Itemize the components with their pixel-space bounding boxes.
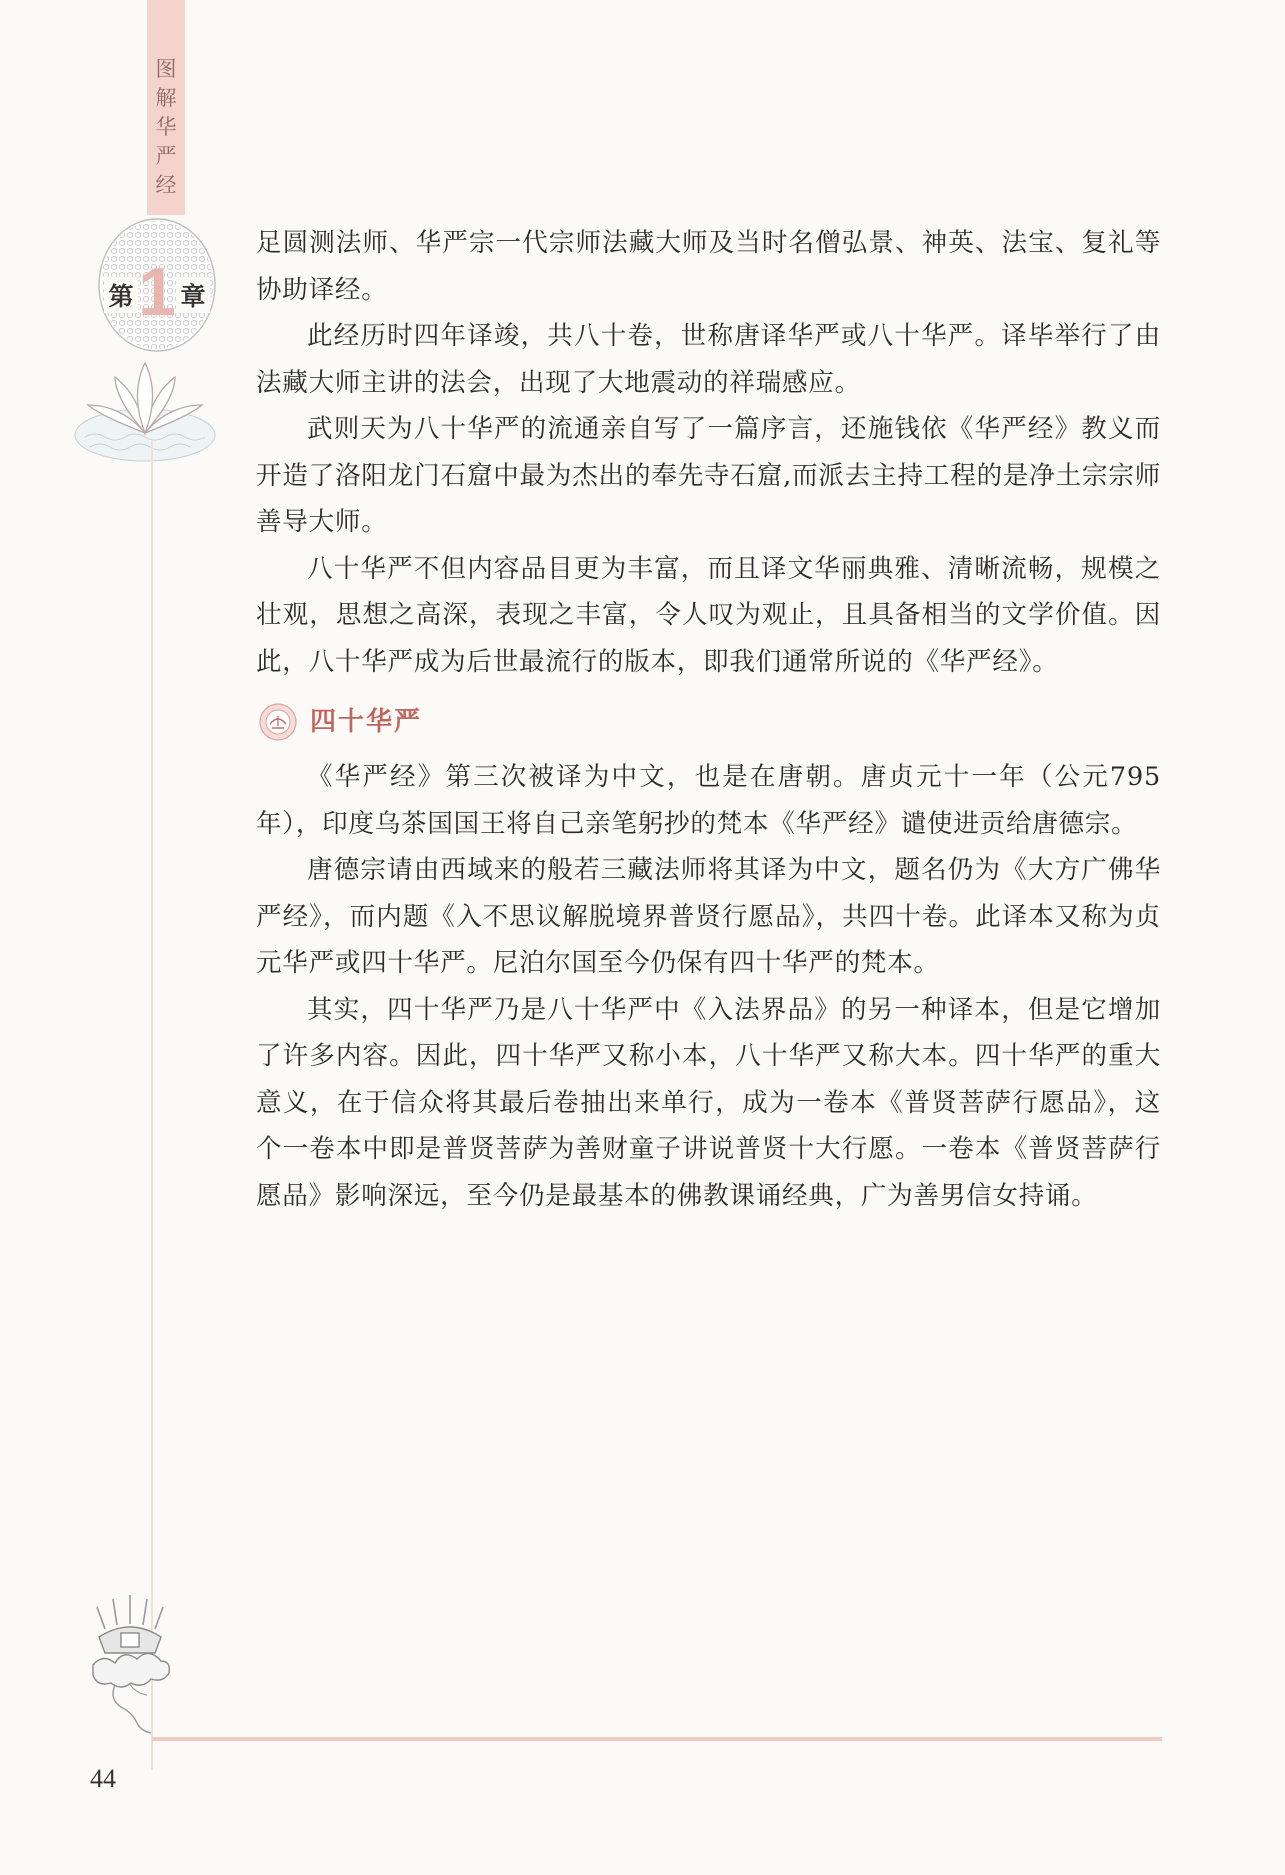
chapter-prefix: 第	[108, 282, 134, 311]
paragraph: 武则天为八十华严的流通亲自写了一篇序言，还施钱依《华严经》教义而开造了洛阳龙门石窟中最为杰出的奉先寺石窟,而派去主持工程的是净土宗宗师善导大师。	[256, 414, 1161, 537]
chapter-number: 1	[138, 254, 176, 330]
paragraph: 八十华严不但内容品目更为丰富，而且译文华丽典雅、清晰流畅，规模之壮观，思想之高深，表现之丰富，令人叹为观止，且具备相当的文学价值。因此，八十华严成为后世最流行的版本，即我们通常所说的《华严经》。	[256, 553, 1161, 677]
margin-line	[151, 440, 153, 1770]
heading-emblem-icon	[258, 702, 298, 742]
paragraph: 此经历时四年译竣，共八十卷，世称唐译华严或八十华严。译毕举行了由法藏大师主讲的法会，出现了大地震动的祥瑞感应。	[256, 321, 1161, 398]
cloud-emblem-icon	[85, 1587, 180, 1737]
main-text	[256, 220, 1161, 1219]
chapter-suffix: 章	[180, 282, 206, 311]
paragraph: 唐德宗请由西域来的般若三藏法师将其译为中文，题名仍为《大方广佛华严经》，而内题《入不思议解脱境界普贤行愿品》，共四十卷。此译本又称为贞元华严或四十华严。尼泊尔国至今仍保有四十华严的梵本。	[256, 855, 1161, 978]
paragraph: 其实，四十华严乃是八十华严中《入法界品》的另一种译本，但是它增加了许多内容。因此，四十华严又称小本，八十华严又称大本。四十华严的重大意义，在于信众将其最后卷抽出来单行，成为一卷本《普贤菩萨行愿品》，这个一卷本中即是普贤菩萨为善财童子讲说普贤十大行愿。一卷本《普贤菩萨行愿品》影响深远，至今仍是最基本的佛教课诵经典，广为善男信女持诵。	[256, 994, 1161, 1211]
paragraph: 足圆测法师、华严宗一代宗师法藏大师及当时名僧弘景、神英、法宝、复礼等协助译经。	[256, 228, 1161, 305]
section-title: 四十华严	[310, 706, 423, 737]
chapter-badge	[94, 215, 224, 355]
page-number: 44	[90, 1764, 116, 1793]
paragraph: 《华严经》第三次被译为中文，也是在唐朝。唐贞元十一年（公元795年），印度乌茶国国王将自己亲笔躬抄的梵本《华严经》谴使进贡给唐德宗。	[256, 762, 1161, 839]
book-title-vertical: 图解华严经	[155, 57, 177, 197]
footer-rule	[152, 1737, 1162, 1741]
section-heading	[256, 696, 1161, 748]
lotus-icon	[70, 355, 220, 465]
